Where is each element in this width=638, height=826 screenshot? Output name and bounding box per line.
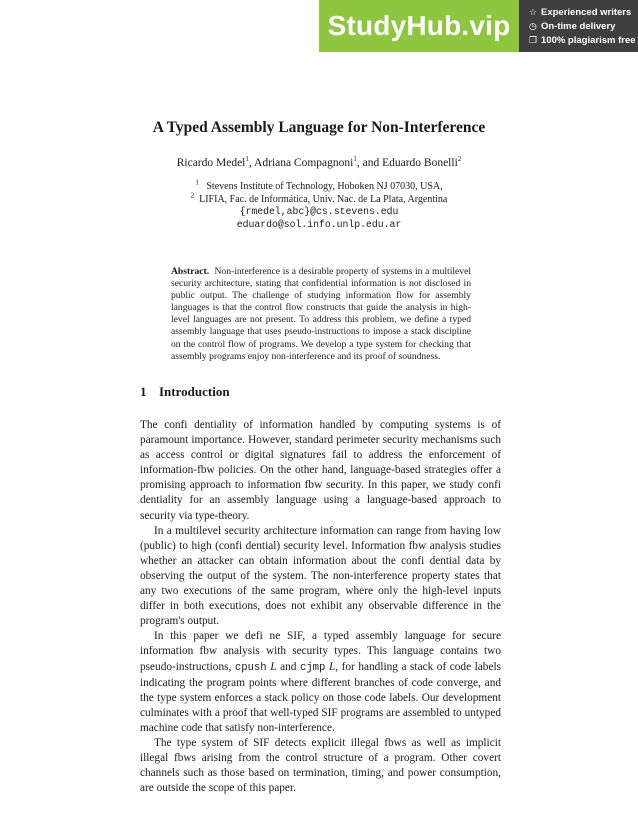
- author-name: Eduardo Bonelli: [382, 157, 458, 169]
- abstract: [171, 266, 471, 363]
- code-span: cjmp: [299, 661, 326, 674]
- section-number: 1: [140, 384, 147, 399]
- feature-item: ❐ 100% plagiarism free: [529, 35, 636, 46]
- feature-item: ☆ Experienced writers: [529, 7, 632, 18]
- author-mark: 1: [245, 155, 249, 164]
- author-mark: 2: [457, 155, 462, 164]
- author-separator: ,: [248, 157, 255, 169]
- author-separator: , and: [356, 157, 383, 169]
- star-icon: ☆: [529, 7, 538, 17]
- copy-icon: ❐: [529, 35, 538, 45]
- email-line: {rmedel,abc}@cs.stevens.edu: [239, 206, 399, 217]
- section-title: Introduction: [159, 384, 230, 399]
- paragraph: The confi dentiality of information handled by computing systems is of paramount importance. However, standard perimeter security mechanisms such as access control or digital signatures fail to address the enforcement of information-fbw policies. On the other hand, language-based strategies offer a promising approach to information fbw security. In this paper, we study confi dentiality for an assembly language using a language-based approach to security via type-theory.: [140, 419, 501, 522]
- paragraph: The type system of SIF detects explicit illegal fbws as well as implicit illegal fbws arising from the control structure of a program. Other covert channels such as those based on termination, timing, and power consumption, are outside the scope of this paper.: [140, 736, 501, 795]
- author-name: Adriana Compagnoni: [254, 157, 354, 169]
- affiliation-line: $^2$ LIFIA, Fac. de Informática, Univ. Nac. de La Plata, Argentina: [190, 191, 448, 205]
- affiliation-mark: 2: [190, 191, 195, 200]
- abstract-label: Abstract.: [171, 266, 210, 277]
- affiliation-mark: 1: [195, 178, 199, 187]
- paragraph: In this paper we defi ne SIF, a typed assembly language for secure information fbw analysis with security types. This language contains two pseudo-instructions, cpush L and cjmp L, for handling a stack of code labels indicating the program points where different branches of code converge, and the type system enforces a stack policy on those code labels. Our development culminates with a proof that well-typed SIF programs are assembled to untyped machine code that satisfy non-interference.: [140, 630, 501, 734]
- affiliations: [0, 178, 638, 231]
- section-body: [140, 418, 501, 796]
- paragraph: In a multilevel security architecture information can range from having low (public) to high (confi dential) security level. Information fbw analysis studies whether an attacker can obtain information about the confi dential data by observing the output of the system. The non-interference property states that any two executions of the same program, where only the high-level inputs differ in both executions, does not exhibit any observable difference in the program's output.: [140, 524, 501, 628]
- math-var: L: [328, 660, 336, 673]
- banner-logo: StudyHub.vip: [319, 0, 519, 52]
- affiliation-line: $^1$ Stevens Institute of Technology, Hoboken NJ 07030, USA,: [195, 178, 443, 192]
- code-span: cpush: [234, 661, 267, 674]
- feature-item: ◷ On-time delivery: [529, 21, 616, 32]
- author-name: Ricardo Medel: [176, 157, 246, 169]
- section-heading: [140, 384, 230, 400]
- paper-title: A Typed Assembly Language for Non-Interference: [152, 119, 486, 136]
- clock-icon: ◷: [529, 21, 537, 31]
- author-mark: 1: [353, 155, 357, 164]
- abstract-text: Non-interference is a desirable property of systems in a multilevel security architecture, stating that confidential information is not disclosed in public output. The challenge of studying information flow for assembly languages is that the control flow constructs that guide the analysis in high-level languages are not present. To address this problem, we define a typed assembly language that uses pseudo-instructions to impose a stack discipline on the control flow of programs. We develop a type system for checking that assembly programs enjoy non-interference and its proof of soundness.: [171, 266, 472, 362]
- email-line: eduardo@sol.info.unlp.edu.ar: [236, 218, 402, 230]
- math-var: L: [270, 660, 277, 673]
- author-list: [0, 157, 638, 169]
